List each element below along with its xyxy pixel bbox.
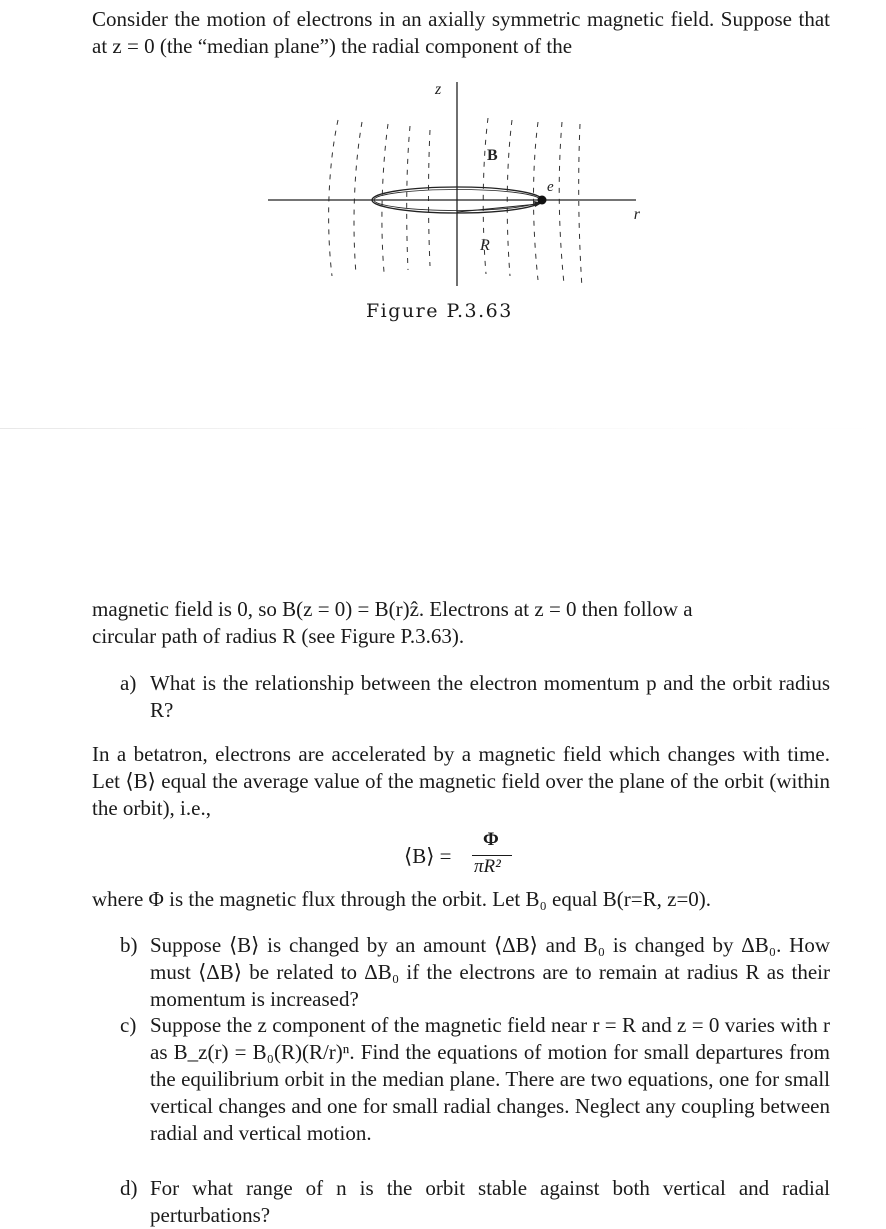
part-d-text: For what range of n is the orbit stable against both vertical and radial perturbations? xyxy=(150,1176,830,1227)
figure-caption: Figure P.3.63 xyxy=(366,300,513,322)
part-c xyxy=(120,1012,830,1147)
part-b-marker: b) xyxy=(120,933,138,957)
betatron-field-figure xyxy=(260,76,640,298)
field-lines-right xyxy=(483,118,582,288)
where-paragraph: where Φ is the magnetic flux through the orbit. Let B₀ equal B(r=R, z=0). xyxy=(92,887,712,911)
electron-dot xyxy=(538,196,547,205)
part-b-text: Suppose ⟨B⟩ is changed by an amount ⟨ΔB⟩ and B₀ is changed by ΔB₀. How must ⟨ΔB⟩ be related to ΔB₀ if the electrons are to remain at radius R as their momentum is increased? xyxy=(150,933,830,1011)
betatron-paragraph: In a betatron, electrons are accelerated by a magnetic field which changes with time. Let ⟨B⟩ equal the average value of the magnetic field over the plane of the orbit (within the orbit), i.e., xyxy=(92,742,830,820)
r-axis-label: r xyxy=(633,206,640,223)
equation-lhs: ⟨B⟩ = xyxy=(404,844,452,868)
part-a xyxy=(120,670,830,724)
part-c-text: Suppose the z component of the magnetic field near r = R and z = 0 varies with r as B_z(r) = B₀(R)(R/r)ⁿ. Find the equations of motion for small departures from the equilibrium orbit in the median plane. There are two equations, one for small vertical changes and one for small radial changes. Neglect any coupling between radial and vertical motion. xyxy=(150,1013,830,1145)
part-d-marker: d) xyxy=(120,1176,138,1200)
continuation-line-2: circular path of radius R (see Figure P.3.63). xyxy=(92,624,465,648)
part-c-marker: c) xyxy=(120,1013,137,1037)
z-axis-label: z xyxy=(435,81,442,98)
part-a-marker: a) xyxy=(120,671,137,695)
page-crease xyxy=(0,428,886,429)
electron-e-label: e xyxy=(547,179,554,195)
continuation-paragraph xyxy=(92,596,830,650)
continuation-line-1: magnetic field is 0, so B(z = 0) = B(r)ẑ. Electrons at z = 0 then follow a xyxy=(92,597,693,621)
part-d xyxy=(120,1175,830,1229)
equation-denominator: πR² xyxy=(474,856,501,877)
field-b-label: B xyxy=(487,147,498,164)
part-b xyxy=(120,932,830,1013)
part-a-text: What is the relationship between the electron momentum p and the orbit radius R? xyxy=(150,671,830,722)
radius-r-label: R xyxy=(480,237,490,254)
intro-paragraph: Consider the motion of electrons in an axially symmetric magnetic field. Suppose that at z = 0 (the “median plane”) the radial component of the xyxy=(92,7,830,58)
equation-numerator: Φ xyxy=(483,829,499,850)
field-lines-left xyxy=(329,120,430,276)
